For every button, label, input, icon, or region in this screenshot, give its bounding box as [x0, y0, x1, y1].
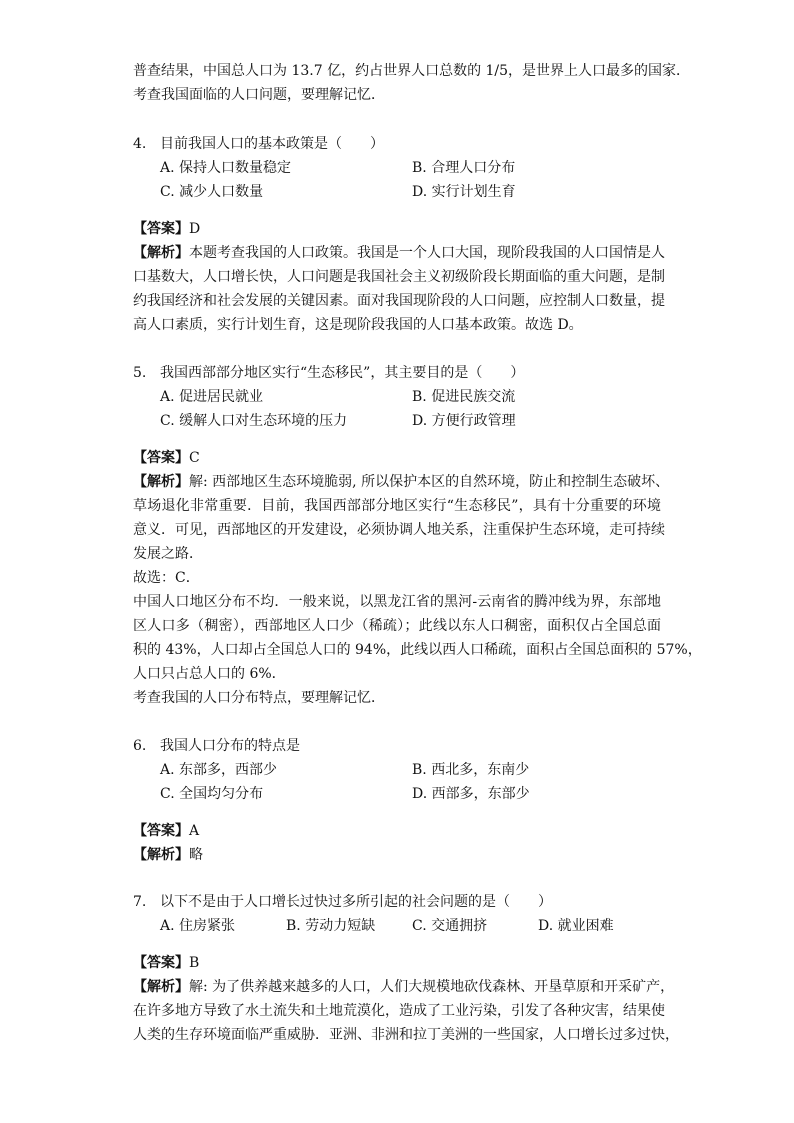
question-stem: 以下不是由于人口增长过快过多所引起的社会问题的是（ ）: [160, 894, 552, 910]
analysis-line: 考查我国的人口分布特点，要理解记忆．: [133, 690, 385, 706]
question-stem: 我国西部部分地区实行“生态移民”，其主要目的是（ ）: [160, 365, 525, 381]
analysis-tag: 【解析】: [133, 847, 189, 863]
option-a: A. 东部多，西部少: [160, 762, 278, 778]
analysis-line: 中国人口地区分布不均．一般来说，以黑龙江省的黑河-云南省的腾冲线为界，东部地: [133, 594, 661, 610]
answer-line: [133, 220, 200, 238]
option-d: D. 就业困难: [538, 918, 614, 934]
option-d: D. 实行计划生育: [412, 184, 516, 200]
analysis-line: [133, 846, 203, 864]
answer-line: [133, 449, 200, 467]
analysis-line: 区人口多（稠密），西部地区人口少（稀疏）；此线以东人口稠密，面积仅占全国总面: [133, 618, 661, 634]
answer-value: A: [189, 823, 200, 839]
answer-line: [133, 822, 199, 840]
analysis-text: 解: 为了供养越来越多的人口，人们大规模地砍伐森林、开垦草原和开采矿产，: [189, 979, 675, 995]
analysis-line: 发展之路．: [133, 546, 203, 562]
continued-text-line: 普查结果，中国总人口为 13.7 亿，约占世界人口总数的 1/5，是世界上人口最多的国家．: [133, 63, 691, 79]
answer-tag: 【答案】: [133, 955, 189, 971]
analysis-text: 略: [189, 847, 203, 863]
option-a: A. 住房紧张: [160, 918, 236, 934]
analysis-text: 解: 西部地区生态环境脆弱, 所以保护本区的自然环境，防止和控制生态破坏、: [189, 474, 670, 490]
analysis-line: 意义．可见，西部地区的开发建设，必须协调人地关系，注重保护生态环境，走可持续: [133, 522, 665, 538]
answer-tag: 【答案】: [133, 450, 189, 466]
option-a: A. 促进居民就业: [160, 389, 264, 405]
analysis-tag: 【解析】: [133, 979, 189, 995]
option-b: B. 西北多，东南少: [412, 762, 530, 778]
answer-value: C: [189, 450, 200, 466]
option-c: C. 减少人口数量: [160, 184, 264, 200]
option-a: A. 保持人口数量稳定: [160, 160, 292, 176]
question-number: 4.: [133, 136, 147, 152]
analysis-line: 积的 43%，人口却占全国总人口的 94%，此线以西人口稀疏，面积占全国总面积的 57%，: [133, 642, 702, 658]
analysis-line: 人类的生存环境面临严重威胁．亚洲、非洲和拉丁美洲的一些国家，人口增长过多过快，: [133, 1027, 679, 1043]
option-c: C. 缓解人口对生态环境的压力: [160, 413, 348, 429]
question-stem: 我国人口分布的特点是: [160, 738, 300, 754]
option-b: B. 劳动力短缺: [286, 918, 376, 934]
question-number: 5.: [133, 365, 147, 381]
analysis-line: 口基数大，人口增长快，人口问题是我国社会主义初级阶段长期面临的重大问题，是制: [133, 269, 665, 285]
analysis-line: [133, 244, 665, 262]
analysis-line: [133, 978, 674, 996]
question-stem: 目前我国人口的基本政策是（ ）: [160, 136, 384, 152]
analysis-line: [133, 473, 669, 491]
answer-value: B: [189, 955, 200, 971]
answer-value: D: [189, 221, 201, 237]
analysis-line: 约我国经济和社会发展的关键因素。面对我国现阶段的人口问题，应控制人口数量，提: [133, 293, 665, 309]
continued-text-line: 考查我国面临的人口问题，要理解记忆．: [133, 87, 385, 103]
option-b: B. 合理人口分布: [412, 160, 516, 176]
analysis-line: 人口只占总人口的 6%．: [133, 666, 286, 682]
analysis-tag: 【解析】: [133, 245, 189, 261]
analysis-tag: 【解析】: [133, 474, 189, 490]
analysis-line: 草场退化非常重要．目前，我国西部部分地区实行“生态移民”，具有十分重要的环境: [133, 498, 661, 514]
question-number: 7.: [133, 894, 147, 910]
question-number: 6.: [133, 738, 147, 754]
option-b: B. 促进民族交流: [412, 389, 516, 405]
answer-tag: 【答案】: [133, 823, 189, 839]
answer-line: [133, 954, 199, 972]
analysis-line: 高人口素质，实行计划生育，这是现阶段我国的人口基本政策。故选 D。: [133, 317, 583, 333]
analysis-line: 故选：C．: [133, 570, 200, 586]
analysis-line: 在许多地方导致了水土流失和土地荒漠化，造成了工业污染，引发了各种灾害，结果使: [133, 1003, 665, 1019]
option-d: D. 方便行政管理: [412, 413, 516, 429]
option-d: D. 西部多，东部少: [412, 786, 530, 802]
option-c: C. 全国均匀分布: [160, 786, 264, 802]
option-c: C. 交通拥挤: [412, 918, 488, 934]
answer-tag: 【答案】: [133, 221, 189, 237]
analysis-text: 本题考查我国的人口政策。我国是一个人口大国，现阶段我国的人口国情是人: [189, 245, 665, 261]
